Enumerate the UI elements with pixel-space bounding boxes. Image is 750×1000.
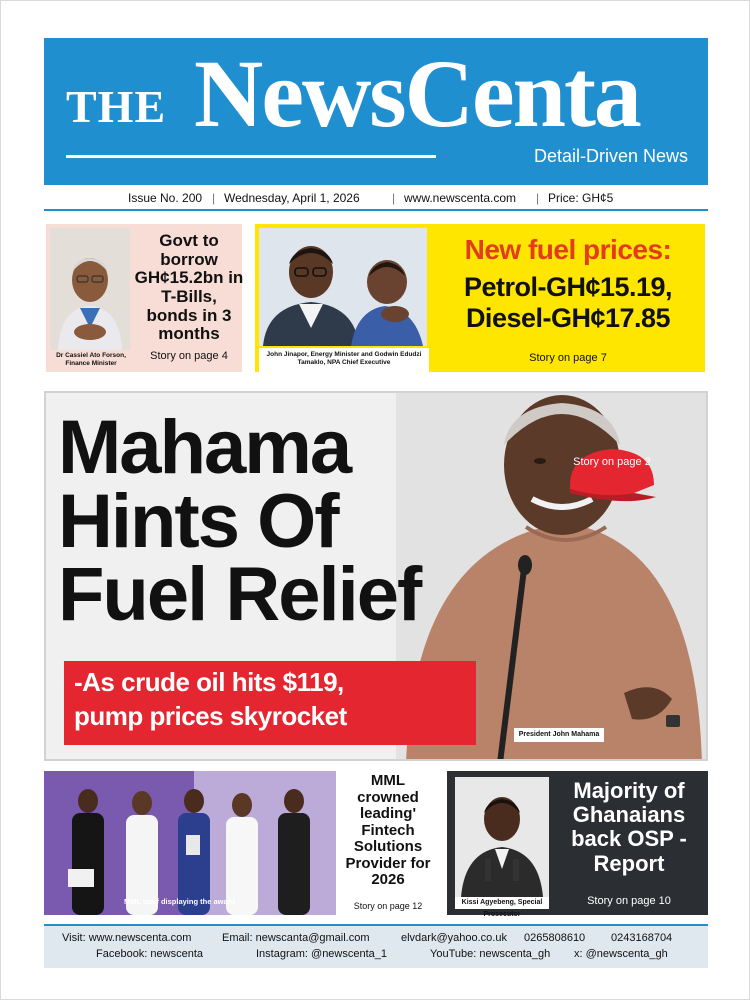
lead-headline[interactable] xyxy=(58,405,498,638)
story-reference[interactable]: Story on page 10 xyxy=(587,895,671,907)
person-portrait-icon xyxy=(50,228,130,350)
issue-separator: | xyxy=(536,191,540,205)
contact-footer xyxy=(44,924,708,968)
photo-caption: Kissi Agyebeng, Special Prosecutor xyxy=(455,897,549,909)
issue-bar xyxy=(44,185,708,211)
masthead xyxy=(44,38,708,185)
teaser-headline[interactable]: Majority of Ghanaians back OSP - Report xyxy=(571,778,687,876)
issue-number: Issue No. 200 xyxy=(128,191,203,205)
lead-headline-line: Hints Of xyxy=(58,478,338,564)
teaser-headline[interactable]: MML crowned leading' Fintech Solutions Provider for 2026 xyxy=(345,772,431,888)
lead-headline-line: Fuel Relief xyxy=(58,552,421,638)
footer-instagram[interactable]: Instagram: @newscenta_1 xyxy=(256,948,388,960)
footer-email-alt[interactable]: elvdark@yahoo.co.uk xyxy=(401,932,507,944)
issue-separator: | xyxy=(212,191,216,205)
special-prosecutor-photo xyxy=(455,777,549,897)
teaser-mml-award[interactable] xyxy=(44,771,436,915)
two-people-portrait-icon xyxy=(259,228,427,346)
footer-x[interactable]: x: @newscenta_gh xyxy=(574,948,668,960)
story-badge-text: Story on page 2 xyxy=(573,456,651,468)
masthead-title: NewsCenta xyxy=(194,40,640,147)
teaser-headline-line[interactable]: New fuel prices: xyxy=(464,234,672,265)
footer-facebook[interactable]: Facebook: newscenta xyxy=(96,948,204,960)
issue-separator: | xyxy=(392,191,396,205)
mml-staff-photo xyxy=(44,771,336,915)
finance-minister-photo xyxy=(50,228,130,350)
footer-phone: 0265808610 xyxy=(524,932,586,944)
story-reference[interactable]: Story on page 7 xyxy=(529,352,607,364)
teaser-borrowing[interactable] xyxy=(44,222,244,374)
teaser-headline-prices[interactable] xyxy=(431,272,705,334)
energy-officials-photo xyxy=(259,228,427,346)
story-reference[interactable]: Story on page 12 xyxy=(353,901,423,911)
photo-caption: Dr Cassiel Ato Forson, Finance Minister xyxy=(56,352,126,368)
lead-headline-line: Mahama xyxy=(58,405,351,490)
footer-youtube[interactable]: YouTube: newscenta_gh xyxy=(430,948,551,960)
issue-website[interactable]: www.newscenta.com xyxy=(404,191,517,205)
masthead-prefix: THE xyxy=(66,81,167,132)
person-portrait-icon xyxy=(455,777,549,897)
photo-caption: President John Mahama xyxy=(514,728,604,742)
footer-email[interactable]: Email: newscanta@gmail.com xyxy=(222,932,370,944)
diesel-price: Diesel-GH¢17.85 xyxy=(465,303,671,334)
teaser-headline[interactable]: Govt to borrow GH¢15.2bn in T-Bills, bonds in 3 months xyxy=(134,231,244,344)
teaser-fuel-prices[interactable] xyxy=(253,222,707,374)
footer-website[interactable]: Visit: www.newscenta.com xyxy=(62,932,192,944)
masthead-tagline: Detail-Driven News xyxy=(533,146,688,166)
footer-phone: 0243168704 xyxy=(611,932,673,944)
petrol-price: Petrol-GH¢15.19, xyxy=(463,272,673,302)
photo-caption: MML staff displaying the award xyxy=(124,897,236,906)
group-photo-icon xyxy=(44,771,336,915)
teaser-osp-report[interactable] xyxy=(447,771,708,918)
issue-date: Wednesday, April 1, 2026 xyxy=(224,191,360,205)
photo-caption: John Jinapor, Energy Minister and Godwin Edudzi Tamaklo, NPA Chief Executive xyxy=(259,348,429,372)
masthead-rule xyxy=(66,155,436,158)
subhead-line: -As crude oil hits $119, xyxy=(74,667,344,697)
lead-subheadline xyxy=(64,661,476,745)
story-badge[interactable] xyxy=(564,441,660,505)
subhead-line: pump prices skyrocket xyxy=(74,700,347,731)
issue-price: Price: GH¢5 xyxy=(548,191,614,205)
story-reference[interactable]: Story on page 4 xyxy=(150,350,228,362)
cap-icon xyxy=(564,441,660,505)
